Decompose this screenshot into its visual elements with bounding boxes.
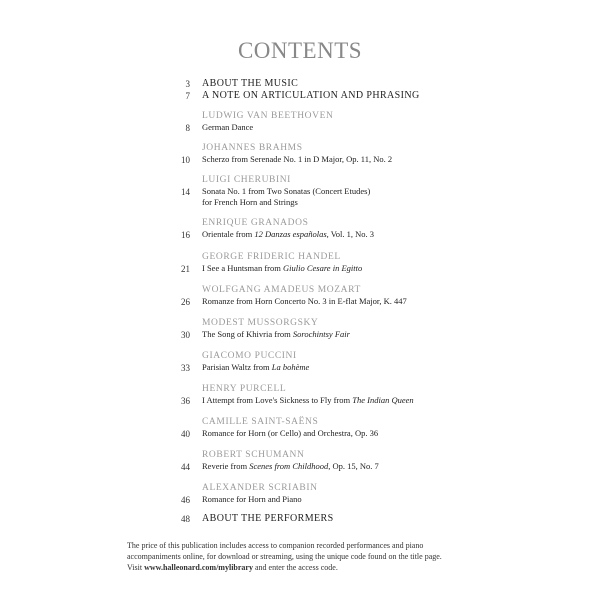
entry-title: Orientale from 12 Danzas españolas, Vol. 1, No. 3: [202, 229, 375, 239]
page-number: 30: [181, 330, 190, 340]
composer-name: GEORGE FRIDERIC HANDEL: [202, 252, 341, 262]
page-number: 3: [185, 79, 190, 89]
composer-name: GIACOMO PUCCINI: [202, 351, 297, 361]
toc-entry: [0, 263, 600, 275]
entry-title: I Attempt from Love's Sickness to Fly from The Indian Queen: [202, 395, 414, 405]
footer-line: Visit www.halleonard.com/mylibrary and enter the access code.: [127, 563, 338, 572]
entry-title: Romance for Horn (or Cello) and Orchestra, Op. 36: [202, 428, 379, 438]
entry-title: Romanze from Horn Concerto No. 3 in E-flat Major, K. 447: [202, 296, 407, 306]
page-number: 40: [181, 429, 190, 439]
toc-entry: [0, 329, 600, 341]
entry-title: I See a Huntsman from Giulio Cesare in Egitto: [202, 263, 363, 273]
page-number: 48: [181, 514, 190, 524]
composer-name: CAMILLE SAINT-SAËNS: [202, 417, 319, 427]
composer-name: HENRY PURCELL: [202, 384, 287, 394]
toc-entry: [0, 395, 600, 407]
page-number: 21: [181, 264, 190, 274]
composer-name: WOLFGANG AMADEUS MOZART: [202, 285, 361, 295]
page-number: 46: [181, 495, 190, 505]
page-number: 16: [181, 230, 190, 240]
toc-entry-articulation-note: [0, 90, 600, 102]
toc-entry: [0, 461, 600, 473]
page-number: 44: [181, 462, 190, 472]
page-number: 26: [181, 297, 190, 307]
toc-entry-performers: [0, 513, 600, 525]
composer-name: JOHANNES BRAHMS: [202, 143, 303, 153]
toc-entry: [0, 122, 600, 134]
entry-title: German Dance: [202, 122, 254, 132]
entry-title: Scherzo from Serenade No. 1 in D Major, Op. 11, No. 2: [202, 154, 393, 164]
page-number: 7: [185, 91, 190, 101]
toc-entry-about-music: [0, 78, 600, 90]
toc-entry: [0, 494, 600, 506]
toc-entry-continued: [0, 197, 600, 209]
toc-entry: [0, 362, 600, 374]
toc-entry: [0, 428, 600, 440]
page-number: 8: [185, 123, 190, 133]
entry-title: Sonata No. 1 from Two Sonatas (Concert Etudes): [202, 186, 371, 196]
composer-name: MODEST MUSSORGSKY: [202, 318, 319, 328]
library-url[interactable]: www.halleonard.com/mylibrary: [144, 563, 253, 572]
toc-entry: [0, 229, 600, 241]
entry-title: Parisian Waltz from La bohème: [202, 362, 310, 372]
footer-line: accompaniments online, for download or streaming, using the unique code found on the title page.: [127, 552, 442, 561]
composer-name: ENRIQUE GRANADOS: [202, 218, 309, 228]
access-note: [127, 540, 507, 573]
composer-name: ROBERT SCHUMANN: [202, 450, 305, 460]
entry-title: ABOUT THE PERFORMERS: [202, 513, 334, 524]
toc-entry: [0, 296, 600, 308]
entry-title: ABOUT THE MUSIC: [202, 78, 299, 89]
page-title: CONTENTS: [237, 38, 363, 63]
page-number: 33: [181, 363, 190, 373]
entry-title-line2: for French Horn and Strings: [202, 197, 298, 207]
toc-entry: [0, 154, 600, 166]
page-number: 10: [181, 155, 190, 165]
page-number: 14: [181, 187, 190, 197]
entry-title: Reverie from Scenes from Childhood, Op. 15, No. 7: [202, 461, 379, 471]
footer-line: The price of this publication includes access to companion recorded performances and piano: [127, 541, 424, 550]
composer-name: LUIGI CHERUBINI: [202, 175, 291, 185]
entry-title: Romance for Horn and Piano: [202, 494, 302, 504]
composer-name: ALEXANDER SCRIABIN: [202, 483, 318, 493]
entry-title: The Song of Khivria from Sorochintsy Fair: [202, 329, 350, 339]
page-number: 36: [181, 396, 190, 406]
composer-name: LUDWIG VAN BEETHOVEN: [202, 111, 334, 121]
entry-title: A NOTE ON ARTICULATION AND PHRASING: [202, 90, 420, 101]
